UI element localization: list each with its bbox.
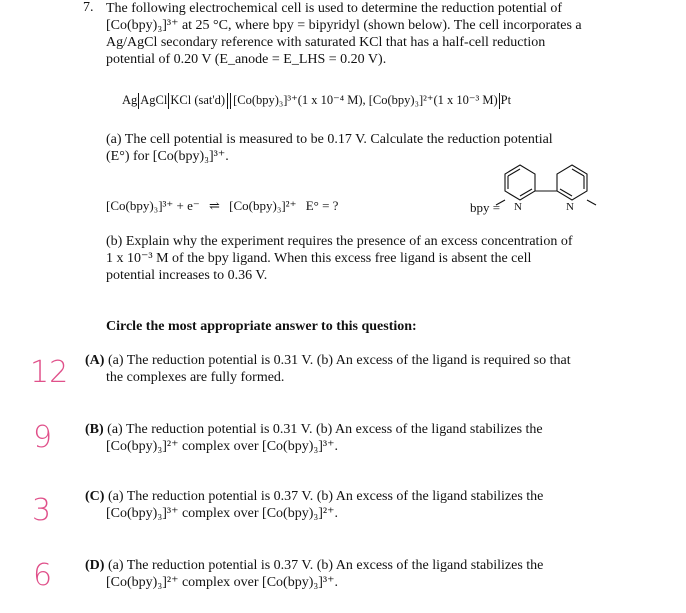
svg-text:N: N bbox=[514, 201, 522, 213]
question-number: 7. bbox=[83, 0, 94, 15]
cell-notation bbox=[122, 92, 511, 109]
reaction-equation bbox=[106, 198, 338, 214]
cell-kcl: KCl (sat'd) bbox=[170, 93, 226, 107]
svg-text:N: N bbox=[566, 201, 574, 213]
option-b[interactable] bbox=[85, 421, 645, 455]
intro-line-4: potential of 0.20 V (E_anode = E_LHS = 0.20 V). bbox=[106, 52, 387, 67]
part-b-line-2: 1 x 10⁻³ M of the bpy ligand. When this excess free ligand is absent the cell bbox=[106, 251, 532, 266]
option-d[interactable] bbox=[85, 557, 645, 591]
cell-cobalt: [Co(bpy)₃]³⁺(1 x 10⁻⁴ M), [Co(bpy)₃]²⁺(1 x 10⁻³ M) bbox=[233, 93, 498, 107]
option-a-letter: (A) bbox=[85, 353, 105, 368]
reaction-arrow: ⇌ bbox=[209, 198, 220, 213]
part-b bbox=[106, 233, 666, 284]
option-a[interactable] bbox=[85, 352, 645, 386]
bipyridine-structure bbox=[490, 160, 615, 216]
option-b-line-2: [Co(bpy)₃]²⁺ complex over [Co(bpy)₃]³⁺. bbox=[106, 439, 338, 454]
option-a-line-1: (a) The reduction potential is 0.31 V. (b) An excess of the ligand is required so that bbox=[107, 353, 571, 368]
part-b-line-1: (b) Explain why the experiment requires the presence of an excess concentration of bbox=[106, 234, 573, 249]
option-c-line-2: [Co(bpy)₃]³⁺ complex over [Co(bpy)₃]²⁺. bbox=[106, 506, 338, 521]
cell-ag: Ag bbox=[122, 93, 138, 107]
cell-pt: Pt bbox=[500, 93, 512, 107]
answer-prompt: Circle the most appropriate answer to this question: bbox=[106, 319, 417, 334]
part-a-line-1: (a) The cell potential is measured to be 0.17 V. Calculate the reduction potential bbox=[106, 132, 553, 147]
option-c-mark: 3 bbox=[32, 493, 52, 528]
option-b-line-1: (a) The reduction potential is 0.31 V. (b) An excess of the ligand stabilizes the bbox=[107, 422, 543, 437]
option-d-line-1: (a) The reduction potential is 0.37 V. (b) An excess of the ligand stabilizes the bbox=[107, 558, 544, 573]
reaction-right: [Co(bpy)₃]²⁺ bbox=[229, 198, 297, 213]
option-b-letter: (B) bbox=[85, 422, 104, 437]
option-a-mark: 12 bbox=[30, 355, 69, 390]
option-b-mark: 9 bbox=[33, 420, 53, 455]
bpy-label: bpy = bbox=[470, 200, 501, 215]
part-b-line-3: potential increases to 0.36 V. bbox=[106, 268, 268, 283]
option-c[interactable] bbox=[85, 488, 645, 522]
intro-line-3: Ag/AgCl secondary reference with saturated KCl that has a half-cell reduction bbox=[106, 35, 546, 50]
intro-line-2: [Co(bpy)₃]³⁺ at 25 °C, where bpy = bipyridyl (shown below). The cell incorporates a bbox=[106, 18, 582, 33]
option-a-line-2: the complexes are fully formed. bbox=[106, 370, 285, 385]
option-d-letter: (D) bbox=[85, 558, 105, 573]
intro-line-1: The following electrochemical cell is used to determine the reduction potential of bbox=[106, 1, 563, 16]
cell-agcl: AgCl bbox=[140, 93, 168, 107]
question-intro bbox=[106, 0, 666, 68]
option-d-mark: 6 bbox=[33, 558, 53, 593]
reaction-left: [Co(bpy)₃]³⁺ + e⁻ bbox=[106, 198, 200, 213]
option-d-line-2: [Co(bpy)₃]²⁺ complex over [Co(bpy)₃]³⁺. bbox=[106, 575, 338, 590]
option-c-line-1: (a) The reduction potential is 0.37 V. (b) An excess of the ligand stabilizes the bbox=[107, 489, 544, 504]
reaction-e0: E° = ? bbox=[305, 198, 339, 213]
part-a-line-2: (E°) for [Co(bpy)₃]³⁺. bbox=[106, 149, 229, 164]
option-c-letter: (C) bbox=[85, 489, 105, 504]
